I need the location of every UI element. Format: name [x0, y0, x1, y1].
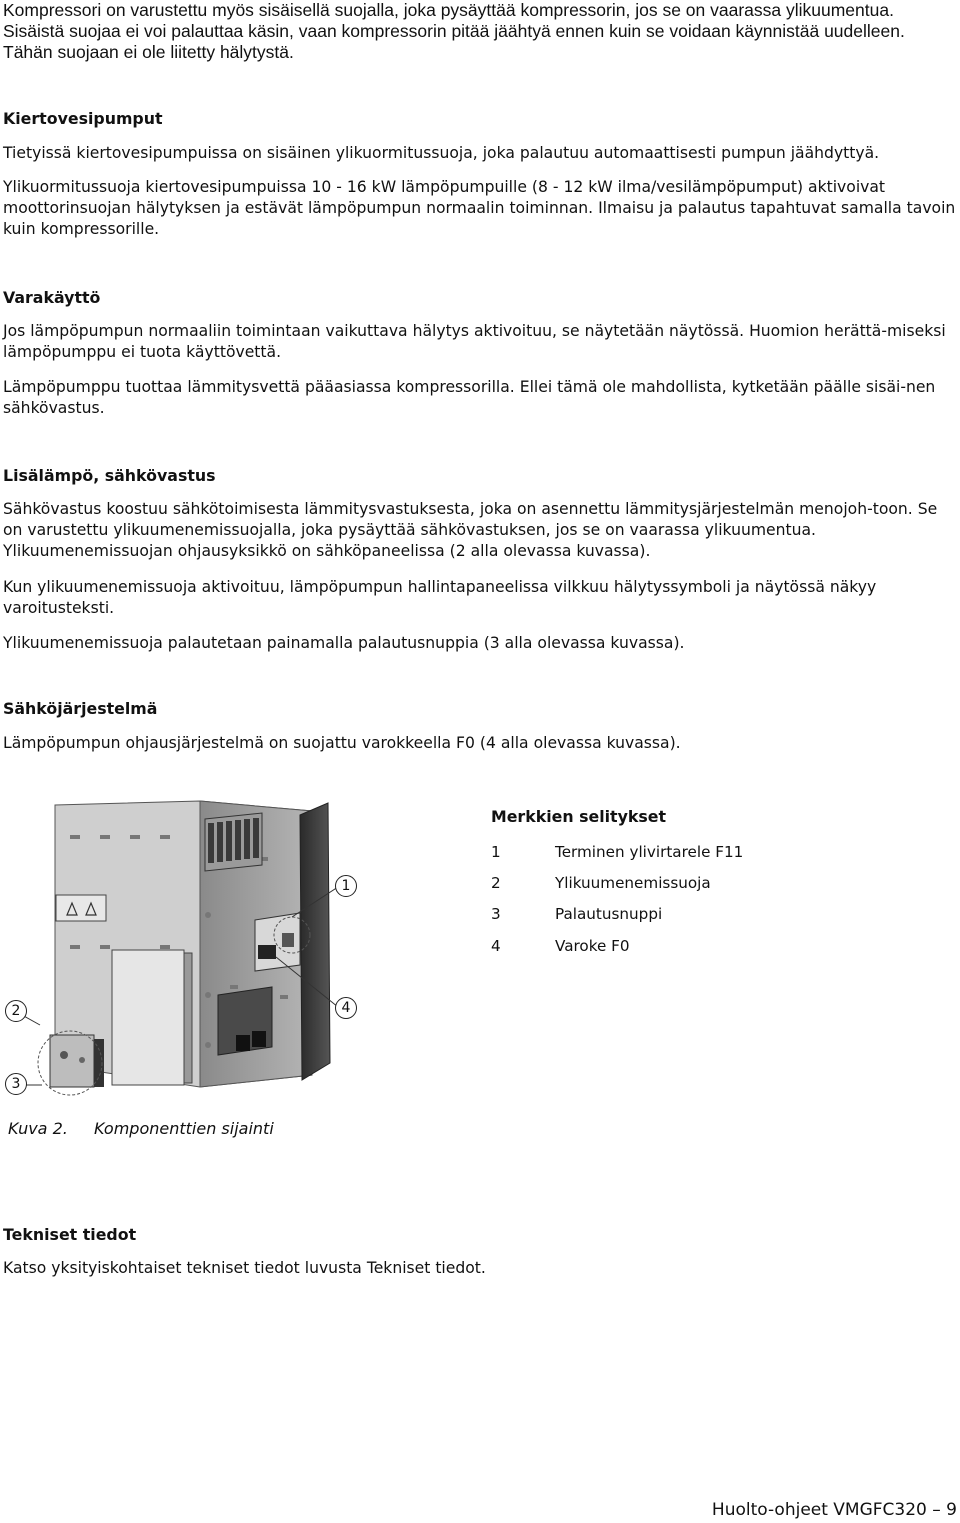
intro-paragraph-2: Sisäistä suojaa ei voi palauttaa käsin, vaan kompressorin pitää jäähtyä ennen kuin se voidaan käynnistää uudelleen. Tähän suojaan ei ole liitetty hälytystä. — [3, 21, 905, 62]
sahkojarjestelma-paragraph-1: Lämpöpumpun ohjausjärjestelmä on suojattu varokkeella F0 (4 alla olevassa kuvassa). — [3, 734, 681, 752]
legend-title: Merkkien selitykset — [491, 807, 667, 826]
legend-number: 2 — [491, 874, 501, 892]
callout-3: 3 — [5, 1073, 27, 1095]
callout-4: 4 — [335, 997, 357, 1019]
legend-text: Ylikuumenemissuoja — [555, 874, 711, 892]
lisalampo-paragraph-2: Kun ylikuumenemissuoja aktivoituu, lämpöpumpun hallintapaneelissa vilkkuu hälytyssymboli ja näytössä näkyy varoitusteksti. — [3, 578, 877, 617]
heading-lisalampo: Lisälämpö, sähkövastus — [3, 466, 216, 485]
varakaytto-paragraph-2: Lämpöpumppu tuottaa lämmitysvettä pääasiassa kompressorilla. Ellei tämä ole mahdollista, kytketään päälle sisäi-nen sähkövastus. — [3, 378, 936, 417]
heading-varakaytto: Varakäyttö — [3, 288, 101, 307]
kiertovesipumput-paragraph-2: Ylikuormitussuoja kiertovesipumpuissa 10 - 16 kW lämpöpumpuille (8 - 12 kW ilma/vesilämpöpumput) aktivoivat moottorinsuojan hälytyksen ja estävät lämpöpumpun normaalin toiminnan. Ilmaisu ja palautus tapahtuvat samalla tavoin kuin kompressorille. — [3, 178, 956, 238]
tekniset-paragraph-1: Katso yksityiskohtaiset tekniset tiedot luvusta Tekniset tiedot. — [3, 1259, 486, 1277]
heading-kiertovesipumput: Kiertovesipumput — [3, 109, 163, 128]
component-location-illustration — [0, 795, 480, 1105]
intro-paragraph-1: Kompressori on varustettu myös sisäisellä suojalla, joka pysäyttää kompressorin, jos se on vaarassa ylikuumentua. — [3, 0, 894, 20]
lisalampo-paragraph-3: Ylikuumenemissuoja palautetaan painamalla palautusnuppia (3 alla olevassa kuvassa). — [3, 634, 685, 652]
heading-tekniset-tiedot: Tekniset tiedot — [3, 1225, 137, 1244]
legend-number: 3 — [491, 905, 501, 923]
intro-section — [3, 0, 958, 63]
figure-caption-label: Kuva 2. — [8, 1119, 68, 1138]
callout-1: 1 — [335, 875, 357, 897]
varakaytto-paragraph-1: Jos lämpöpumpun normaaliin toimintaan vaikuttava hälytys aktivoituu, se näytetään näytössä. Huomion herättä-miseksi lämpöpumppu ei tuota käyttövettä. — [3, 322, 946, 361]
lisalampo-paragraph-1: Sähkövastus koostuu sähkötoimisesta lämmitysvastuksesta, joka on asennettu lämmitysjärjestelmän menojoh-toon. Se on varustettu ylikuumenemissuojalla, joka pysäyttää sähkövastuksen, jos se on vaarassa ylikuumentua. Ylikuumenemissuojan ohjausyksikkö on sähköpaneelissa (2 alla olevassa kuvassa). — [3, 500, 938, 560]
legend-text: Varoke F0 — [555, 937, 630, 955]
figure-caption-text: Komponenttien sijainti — [94, 1119, 274, 1138]
legend-number: 1 — [491, 843, 501, 861]
heading-sahkojarjestelma: Sähköjärjestelmä — [3, 699, 158, 718]
kiertovesipumput-paragraph-1: Tietyissä kiertovesipumpuissa on sisäinen ylikuormitussuoja, joka palautuu automaattisesti pumpun jäähdyttyä. — [3, 144, 880, 162]
legend-text: Palautusnuppi — [555, 905, 663, 923]
legend-text: Terminen ylivirtarele F11 — [555, 843, 744, 861]
callout-2: 2 — [5, 1000, 27, 1022]
page-footer: Huolto-ohjeet VMGFC320 – 9 — [711, 1500, 957, 1520]
legend-number: 4 — [491, 937, 501, 955]
